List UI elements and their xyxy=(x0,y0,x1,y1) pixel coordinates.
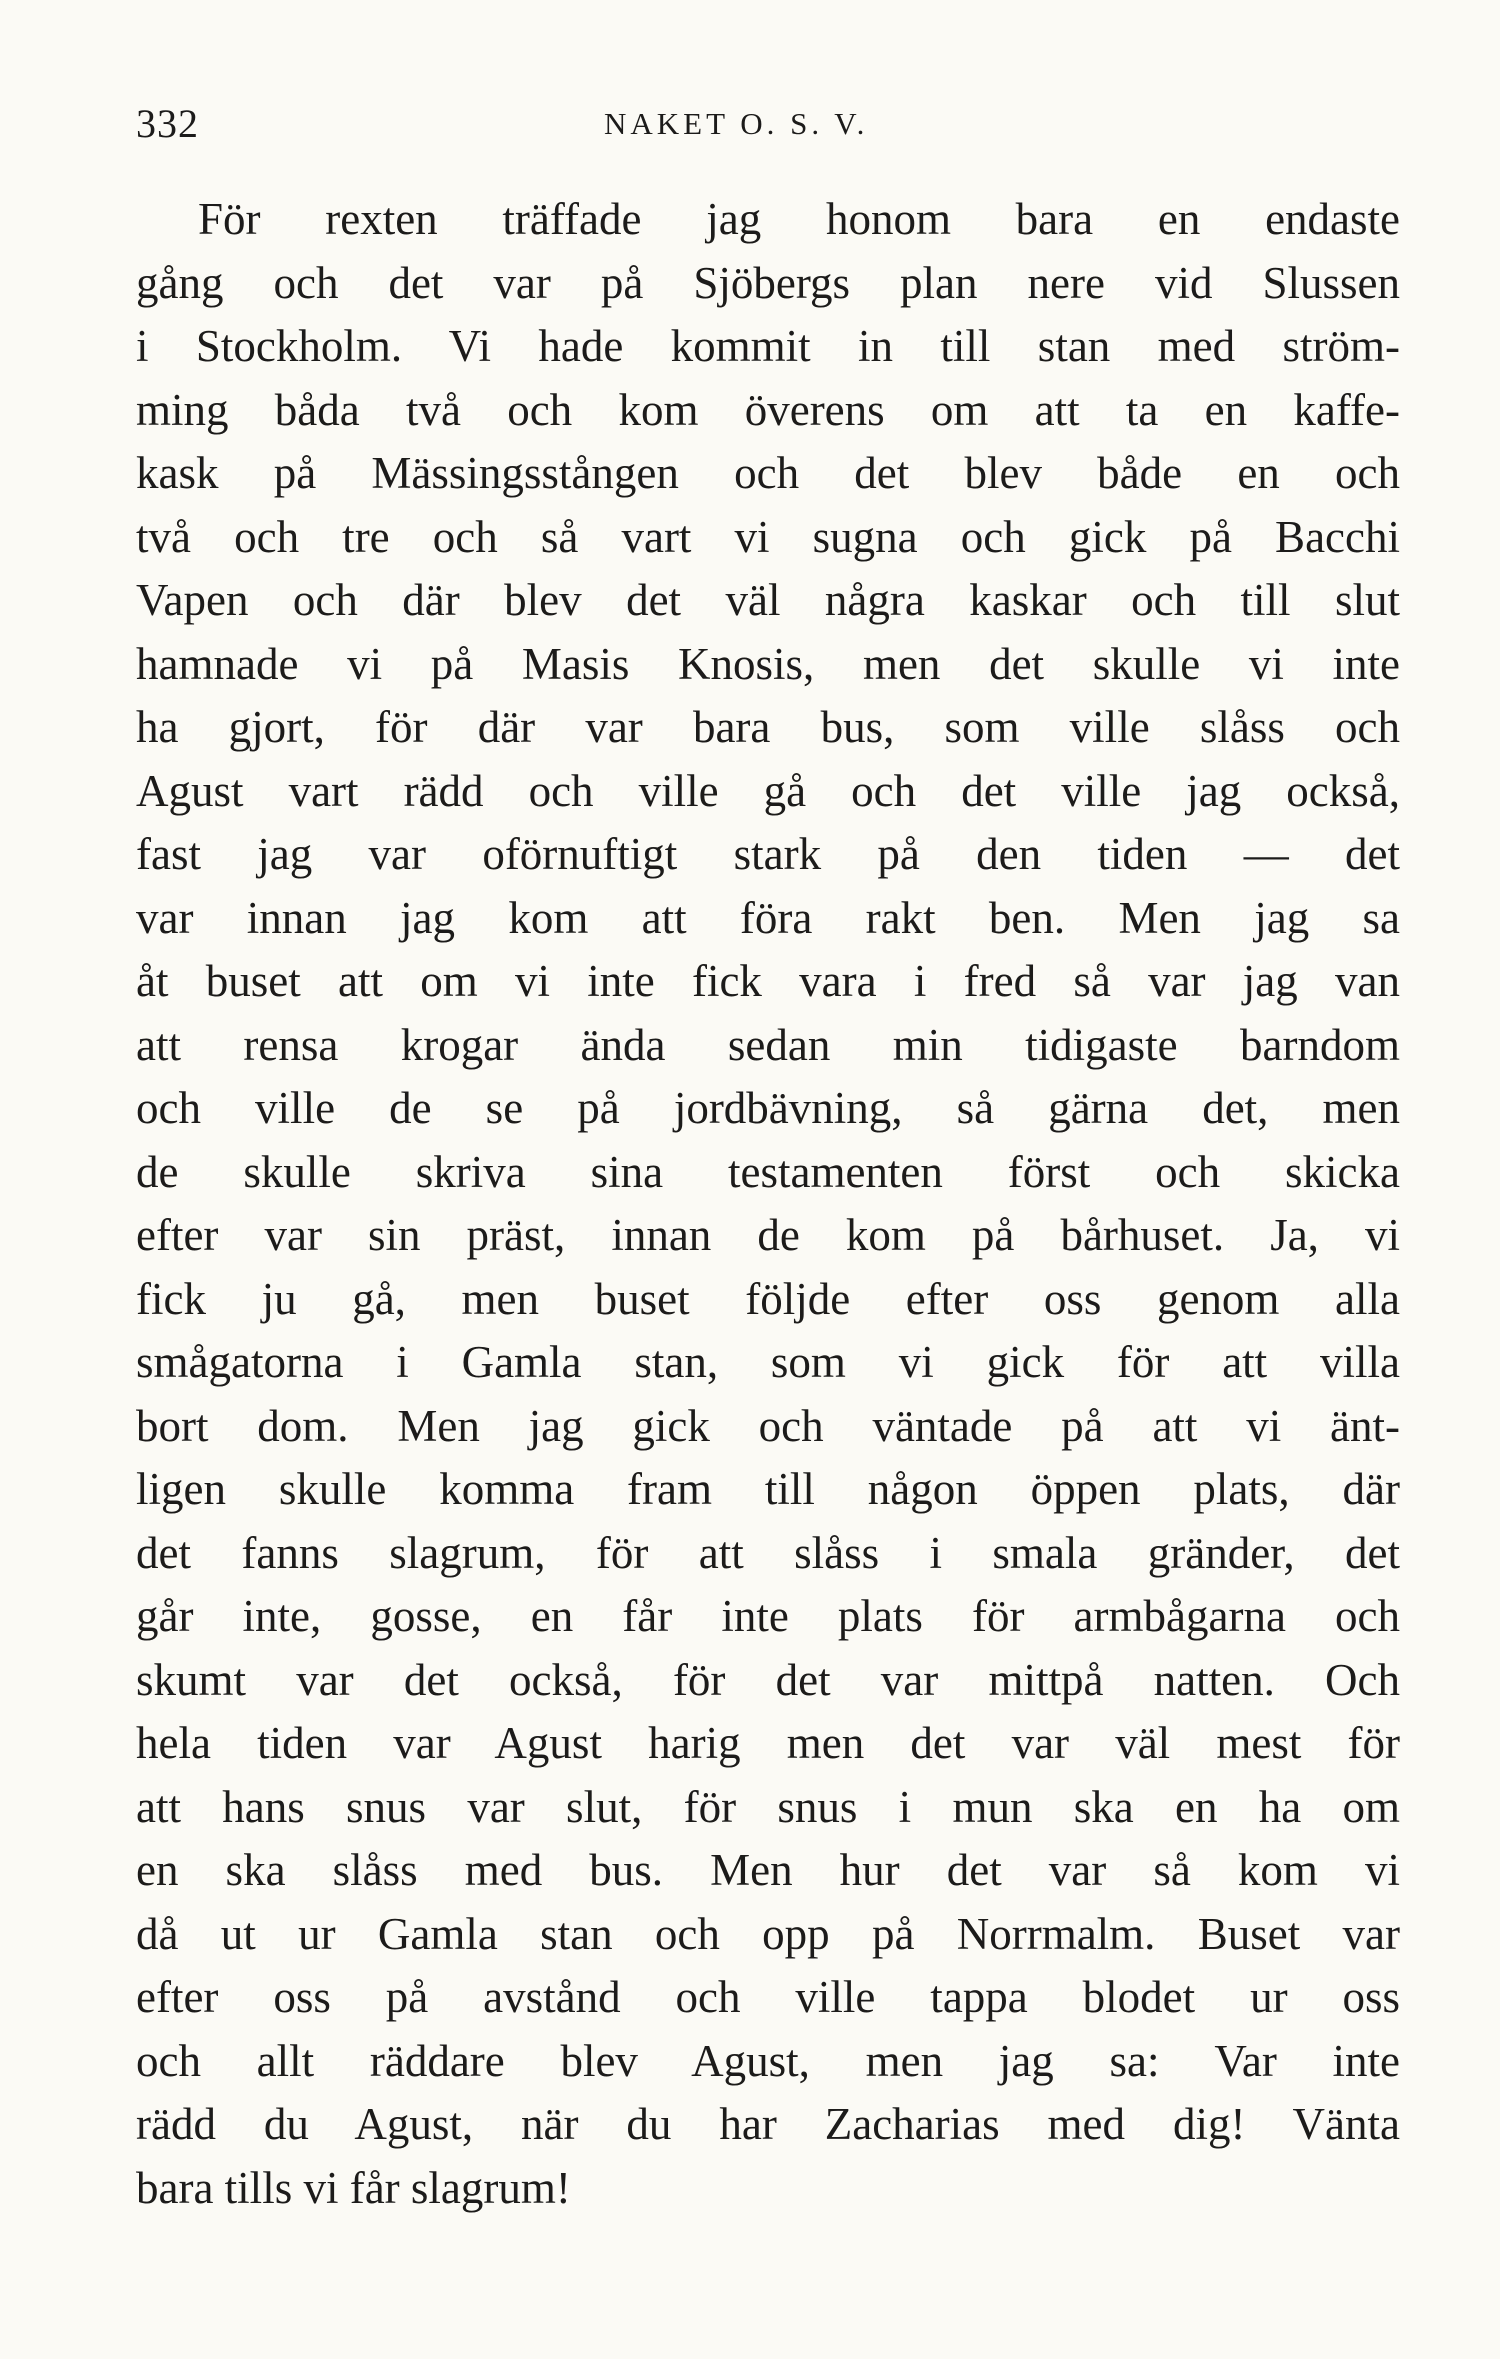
text-line: ming båda två och kom överens om att ta en kaffe- xyxy=(136,384,1400,435)
text-line: smågatorna i Gamla stan, som vi gick för att villa xyxy=(136,1337,1400,1387)
text-line: det fanns slagrum, för att slåss i smala gränder, det xyxy=(136,1527,1400,1578)
text-line: var innan jag kom att föra rakt ben. Men jag sa xyxy=(136,892,1400,943)
text-line: efter oss på avstånd och ville tappa blodet ur oss xyxy=(136,1972,1400,2022)
running-head: NAKET O. S. V. xyxy=(604,106,869,141)
text-line: skumt var det också, för det var mittpå natten. Och xyxy=(136,1654,1400,1705)
text-line: rädd du Agust, när du har Zacharias med dig! Vänta xyxy=(136,2099,1400,2149)
text-line: Vapen och där blev det väl några kaskar och till slut xyxy=(136,575,1400,625)
text-line: i Stockholm. Vi hade kommit in till stan med ström- xyxy=(136,321,1400,371)
text-line: Agust vart rädd och ville gå och det ville jag också, xyxy=(136,765,1400,816)
text-line: gång och det var på Sjöbergs plan nere vid Slussen xyxy=(136,257,1400,308)
text-line: fast jag var oförnuftigt stark på den tiden — det xyxy=(136,829,1400,879)
page-number: 332 xyxy=(136,101,199,146)
text-line: För rexten träffade jag honom bara en endaste xyxy=(198,194,1400,244)
body-text xyxy=(136,188,1400,2220)
text-line: åt buset att om vi inte fick vara i fred så var jag van xyxy=(136,956,1400,1006)
text-line: ha gjort, för där var bara bus, som ville slåss och xyxy=(136,702,1400,752)
text-line: efter var sin präst, innan de kom på bårhuset. Ja, vi xyxy=(136,1210,1400,1260)
text-line: kask på Mässingsstången och det blev både en och xyxy=(136,448,1400,498)
text-line: bort dom. Men jag gick och väntade på att vi änt- xyxy=(136,1400,1400,1451)
text-line: hamnade vi på Masis Knosis, men det skulle vi inte xyxy=(136,638,1400,689)
text-line: två och tre och så vart vi sugna och gick på Bacchi xyxy=(136,511,1400,562)
text-line: bara tills vi får slagrum! xyxy=(136,2162,571,2213)
text-line: då ut ur Gamla stan och opp på Norrmalm. Buset var xyxy=(136,1908,1400,1959)
text-line: att rensa krogar ända sedan min tidigaste barndom xyxy=(136,1019,1400,1070)
text-line: fick ju gå, men buset följde efter oss genom alla xyxy=(136,1273,1400,1324)
page-header xyxy=(136,100,1400,160)
text-line: de skulle skriva sina testamenten först och skicka xyxy=(136,1146,1400,1197)
text-line: och allt räddare blev Agust, men jag sa: Var inte xyxy=(136,2035,1400,2086)
text-line: går inte, gosse, en får inte plats för armbågarna och xyxy=(136,1591,1400,1641)
text-line: att hans snus var slut, för snus i mun ska en ha om xyxy=(136,1781,1400,1832)
text-line: och ville de se på jordbävning, så gärna det, men xyxy=(136,1083,1400,1133)
text-line: hela tiden var Agust harig men det var väl mest för xyxy=(136,1718,1400,1768)
text-line: ligen skulle komma fram till någon öppen plats, där xyxy=(136,1464,1400,1514)
text-line: en ska slåss med bus. Men hur det var så kom vi xyxy=(136,1845,1400,1895)
